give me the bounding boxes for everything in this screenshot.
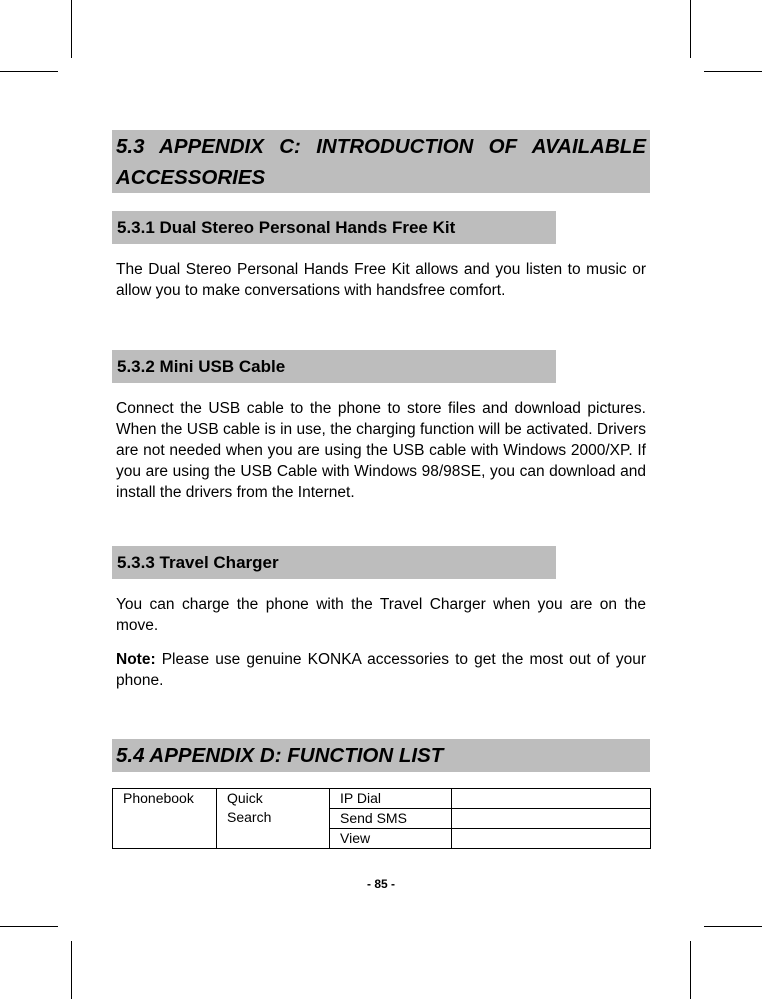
subsection-5-3-2-heading: 5.3.2 Mini USB Cable <box>112 350 556 383</box>
table-row <box>113 789 651 809</box>
note-label: Note: <box>116 651 156 668</box>
crop-mark <box>704 71 762 72</box>
crop-mark <box>71 941 72 999</box>
table-cell-send-sms: Send SMS <box>330 809 452 829</box>
subsection-5-3-1-body: The Dual Stereo Personal Hands Free Kit allows and you listen to music or allow you to make conversations with handsfree comfort. <box>116 261 646 299</box>
table-cell-empty <box>452 789 651 809</box>
section-5-4-title: 5.4 APPENDIX D: FUNCTION LIST <box>112 739 650 772</box>
table-cell-empty <box>452 809 651 829</box>
table-cell-phonebook: Phonebook <box>113 789 217 849</box>
table-cell-quick-search <box>217 789 330 849</box>
page-number: - 85 - <box>366 877 395 891</box>
crop-mark <box>690 941 691 999</box>
function-list-table <box>112 788 651 849</box>
crop-mark <box>704 926 762 927</box>
crop-mark <box>0 926 58 927</box>
crop-mark <box>71 0 72 58</box>
table-cell-view: View <box>330 829 452 849</box>
subsection-5-3-2-body: Connect the USB cable to the phone to store files and download pictures. When the USB cable is in use, the charging function will be activated. Drivers are not needed when you are using the USB cable with Windows 2000/XP. If you are using the USB Cable with Windows 98/98SE, you can download and install the drivers from the Internet. <box>116 400 646 501</box>
table-cell-empty <box>452 829 651 849</box>
crop-mark <box>690 0 691 58</box>
subsection-5-3-3-body: You can charge the phone with the Travel Charger when you are on the move. <box>116 596 646 634</box>
note-paragraph <box>116 649 646 691</box>
section-5-3-title: 5.3 APPENDIX C: INTRODUCTION OF AVAILABLE ACCESSORIES <box>116 135 646 189</box>
subsection-5-3-1-heading: 5.3.1 Dual Stereo Personal Hands Free Kit <box>112 211 556 244</box>
table-cell-ip-dial: IP Dial <box>330 789 452 809</box>
note-text: Please use genuine KONKA accessories to get the most out of your phone. <box>116 651 646 689</box>
subsection-5-3-3-heading: 5.3.3 Travel Charger <box>112 546 556 579</box>
quick-search-label: Quick Search <box>227 790 272 825</box>
crop-mark <box>0 71 58 72</box>
